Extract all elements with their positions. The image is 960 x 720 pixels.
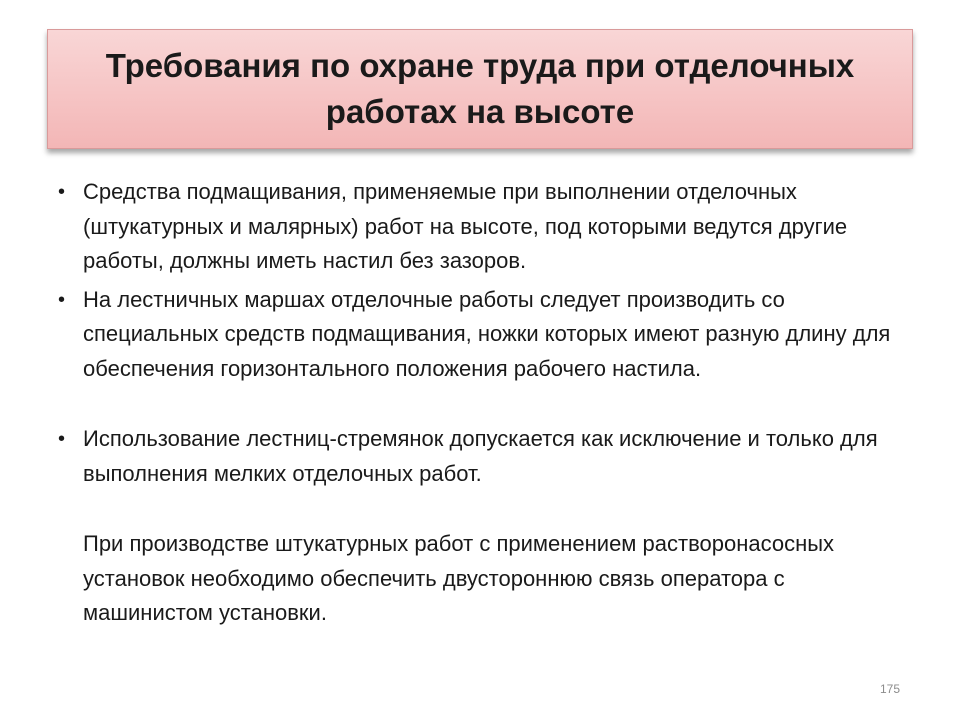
bullet-item	[58, 175, 908, 279]
bullet-item	[58, 283, 908, 387]
title-box	[47, 29, 913, 149]
bullet-dot-icon: •	[58, 288, 66, 311]
bullet-text: Средства подмащивания, применяемые при выполнении отделочных (штукатурных и малярных) работ на высоте, под которыми ведутся другие работы, должны иметь настил без зазоров.	[83, 179, 848, 273]
bullet-dot-icon: •	[58, 181, 66, 203]
bullet-text: На лестничных маршах отделочные работы следует производить со специальных средств подмащивания, ножки которых имеют разную длину для обеспечения горизонтального положения рабочего настила.	[83, 286, 891, 381]
slide-content	[58, 175, 908, 631]
slide-title: Требования по охране труда при отделочных работах на высоте	[105, 47, 855, 130]
body-paragraph: При производстве штукатурных работ с применением растворонасосных установок необходимо обеспечить двустороннюю связь оператора с машинистом установки.	[83, 531, 835, 625]
page-number: 175	[879, 682, 900, 696]
bullet-item	[58, 422, 908, 491]
bullet-text: Использование лестниц-стремянок допускается как исключение и только для выполнения мелких отделочных работ.	[83, 426, 878, 486]
bullet-dot-icon: •	[58, 428, 66, 450]
